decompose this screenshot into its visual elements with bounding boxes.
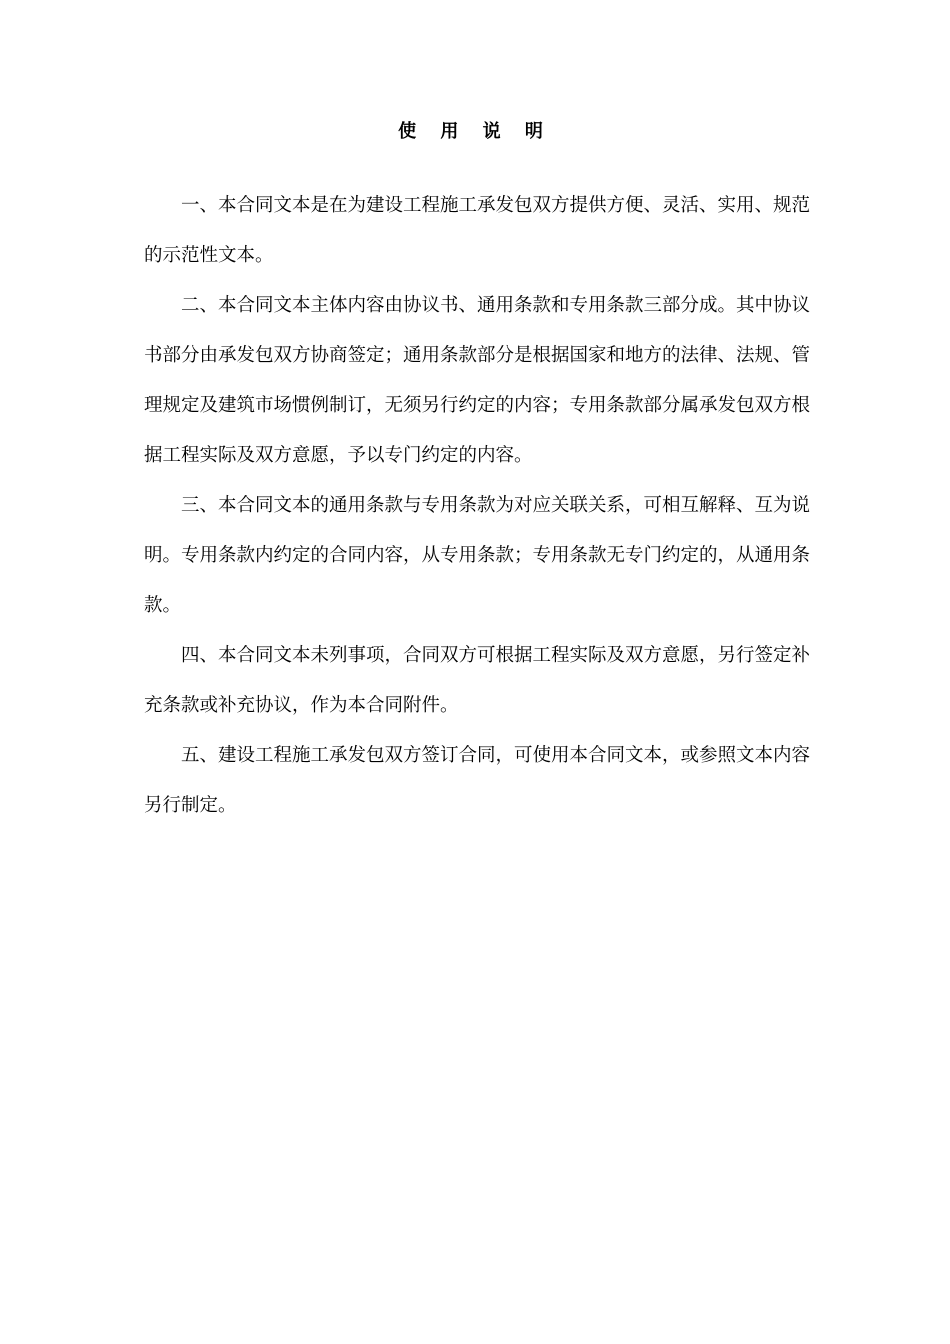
- paragraph-4: 四、本合同文本未列事项，合同双方可根据工程实际及双方意愿，另行签定补充条款或补充协议，作为本合同附件。: [144, 645, 811, 716]
- paragraph-2: 二、本合同文本主体内容由协议书、通用条款和专用条款三部分成。其中协议书部分由承发包双方协商签定；通用条款部分是根据国家和地方的法律、法规、管理规定及建筑市场惯例制订，无须另行约定的内容；专用条款部分属承发包双方根据工程实际及双方意愿，予以专门约定的内容。: [144, 295, 811, 466]
- paragraph-5: 五、建设工程施工承发包双方签订合同，可使用本合同文本，或参照文本内容另行制定。: [144, 745, 811, 816]
- document-title: 使 用 说 明: [398, 121, 552, 142]
- document-body: [144, 181, 810, 831]
- paragraph-1: 一、本合同文本是在为建设工程施工承发包双方提供方便、灵活、实用、规范的示范性文本。: [144, 195, 811, 266]
- paragraph-3: 三、本合同文本的通用条款与专用条款为对应关联关系，可相互解释、互为说明。专用条款内约定的合同内容，从专用条款；专用条款无专门约定的，从通用条款。: [144, 495, 811, 616]
